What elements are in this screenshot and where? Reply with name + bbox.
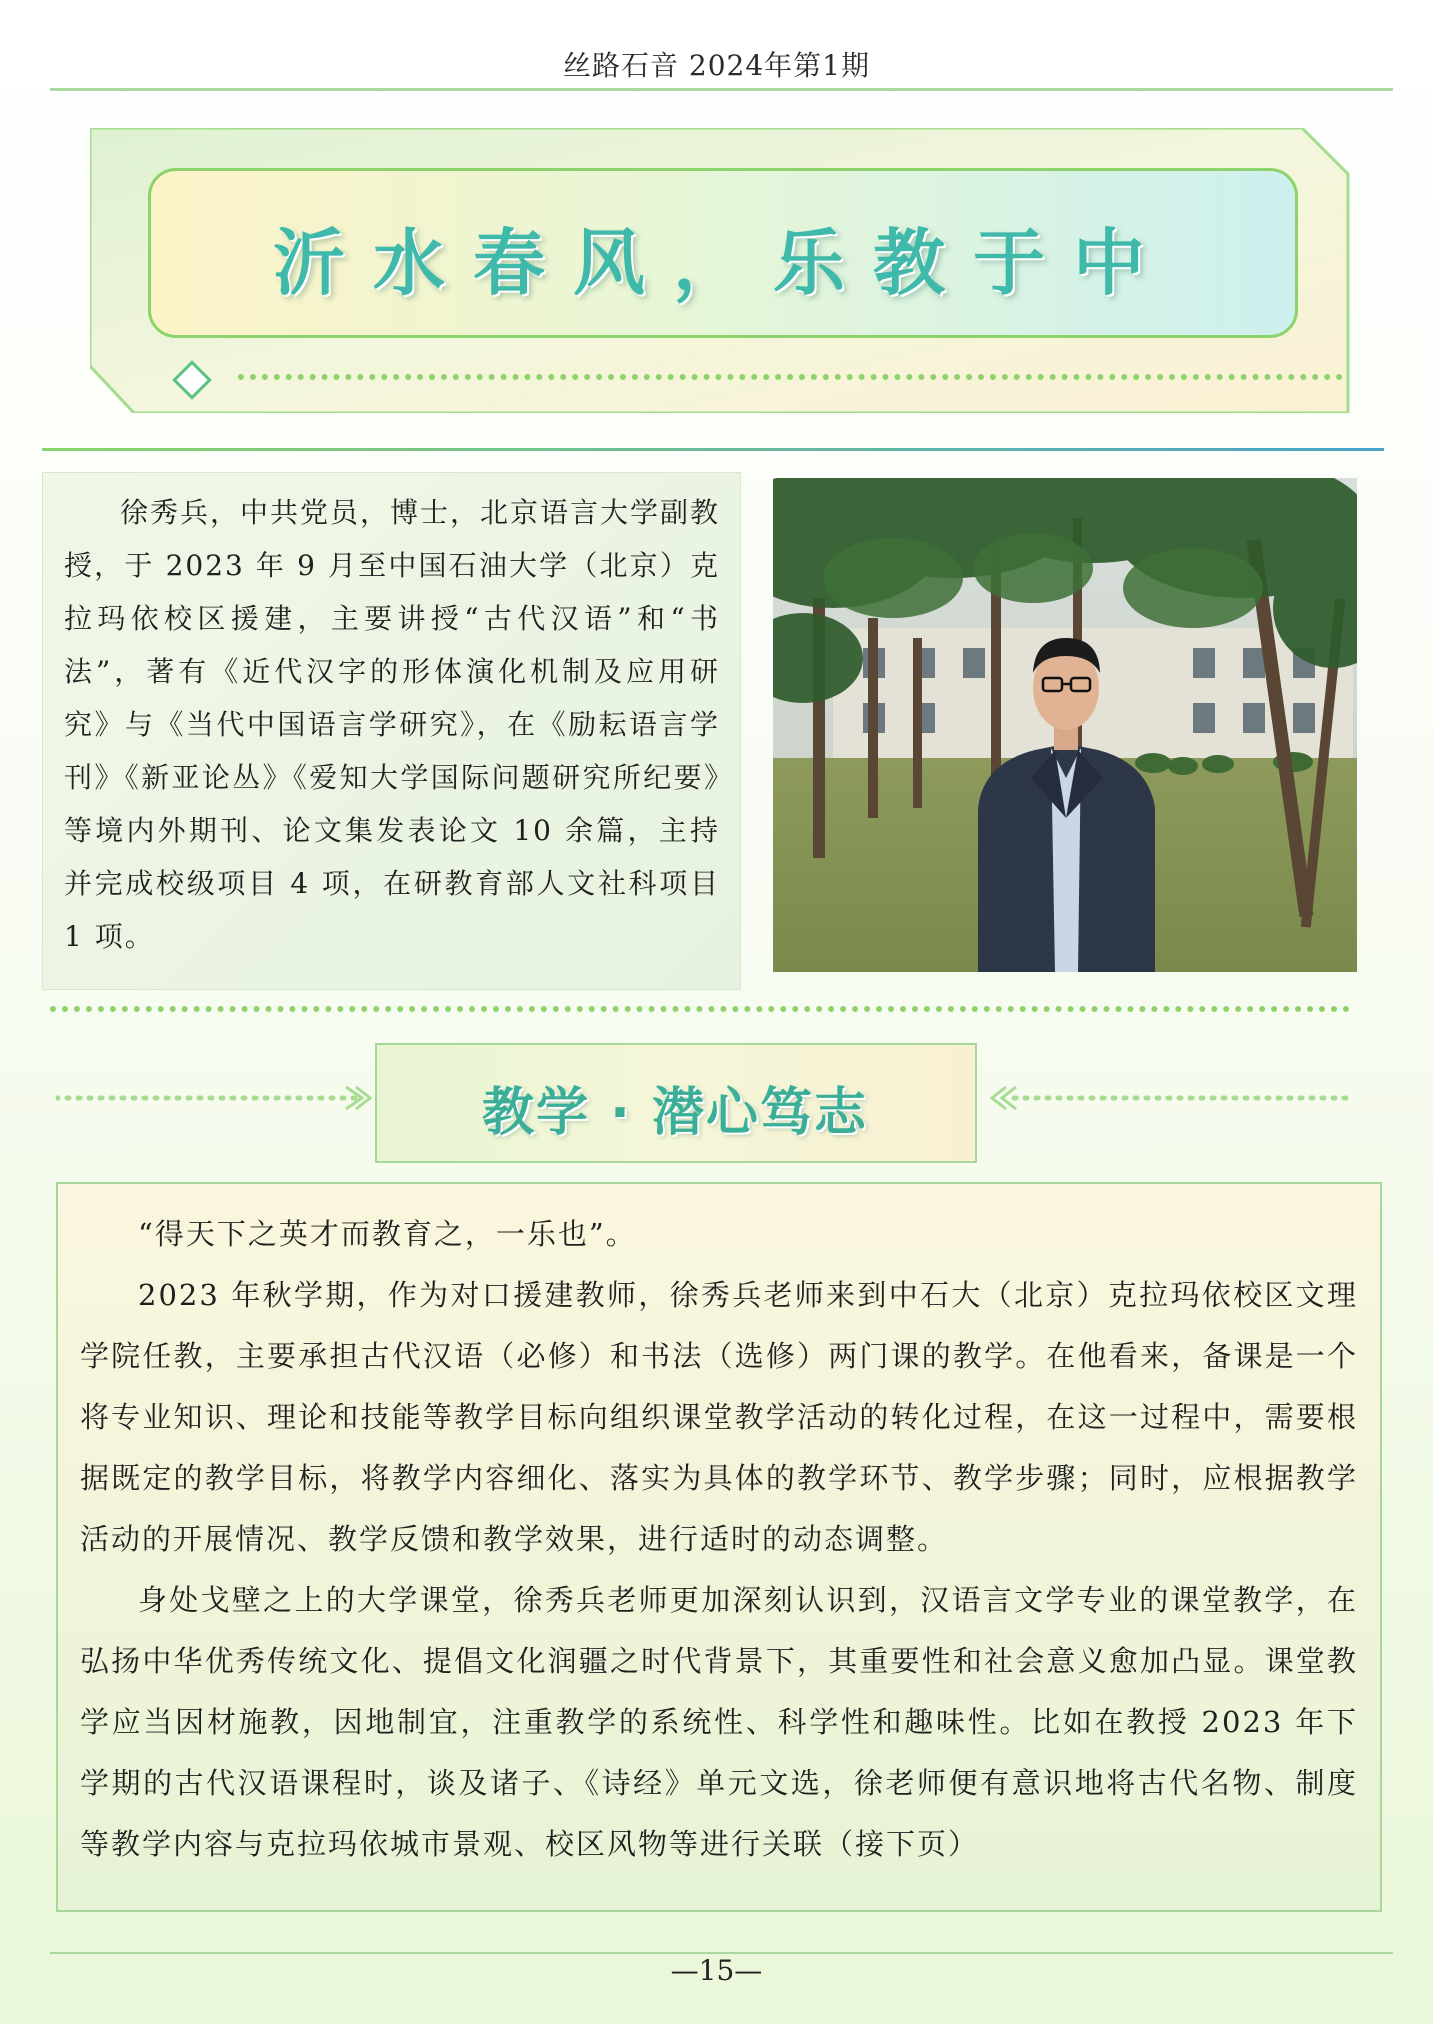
portrait-photo	[773, 478, 1357, 972]
article-paragraph: “得天下之英才而教育之，一乐也”。	[138, 1217, 637, 1251]
section-rule	[42, 448, 1384, 451]
arrow-left-icon	[990, 1084, 1350, 1112]
dotted-divider	[50, 1006, 1350, 1012]
bio-text: 徐秀兵，中共党员，博士，北京语言大学副教授，于 2023 年 9 月至中国石油大学（北京）克拉玛依校区援建，主要讲授“古代汉语”和“书法”，著有《近代汉字的形体演化机制及应用研究》与《当代中国语言学研究》，在《励耘语言学刊》《新亚论丛》《爱知大学国际问题研究所纪要》等境内外期刊、论文集发表论文 10 余篇，主持并完成校级项目 4 项，在研教育部人文社科项目 1 项。	[64, 496, 721, 953]
article-paragraph: 2023 年秋学期，作为对口援建教师，徐秀兵老师来到中石大（北京）克拉玛依校区文理学院任教，主要承担古代汉语（必修）和书法（选修）两门课的教学。在他看来，备课是一个将专业知识、理论和技能等教学目标向组织课堂教学活动的转化过程，在这一过程中，需要根据既定的教学目标，将教学内容细化、落实为具体的教学环节、教学步骤；同时，应根据教学活动的开展情况、教学反馈和教学效果，进行适时的动态调整。	[80, 1278, 1358, 1556]
page-number: —15—	[670, 1954, 763, 1987]
article-body	[80, 1204, 1358, 1875]
section-heading: 教学 · 潜心笃志	[482, 1083, 868, 1143]
article-paragraph: 身处戈壁之上的大学课堂，徐秀兵老师更加深刻认识到，汉语言文学专业的课堂教学，在弘扬中华优秀传统文化、提倡文化润疆之时代背景下，其重要性和社会意义愈加凸显。课堂教学应当因材施教，因地制宜，注重教学的系统性、科学性和趣味性。比如在教授 2023 年下学期的古代汉语课程时，谈及诸子、《诗经》单元文选，徐老师便有意识地将古代名物、制度等教学内容与克拉玛依城市景观、校区风物等进行关联（接下页）	[80, 1583, 1358, 1861]
dotted-divider	[238, 374, 1343, 380]
running-header: 丝路石音 2024年第1期	[563, 49, 870, 82]
arrow-right-icon	[56, 1084, 372, 1112]
header-rule	[50, 88, 1393, 91]
main-title: 沂水春风，乐教于中	[272, 221, 1173, 305]
